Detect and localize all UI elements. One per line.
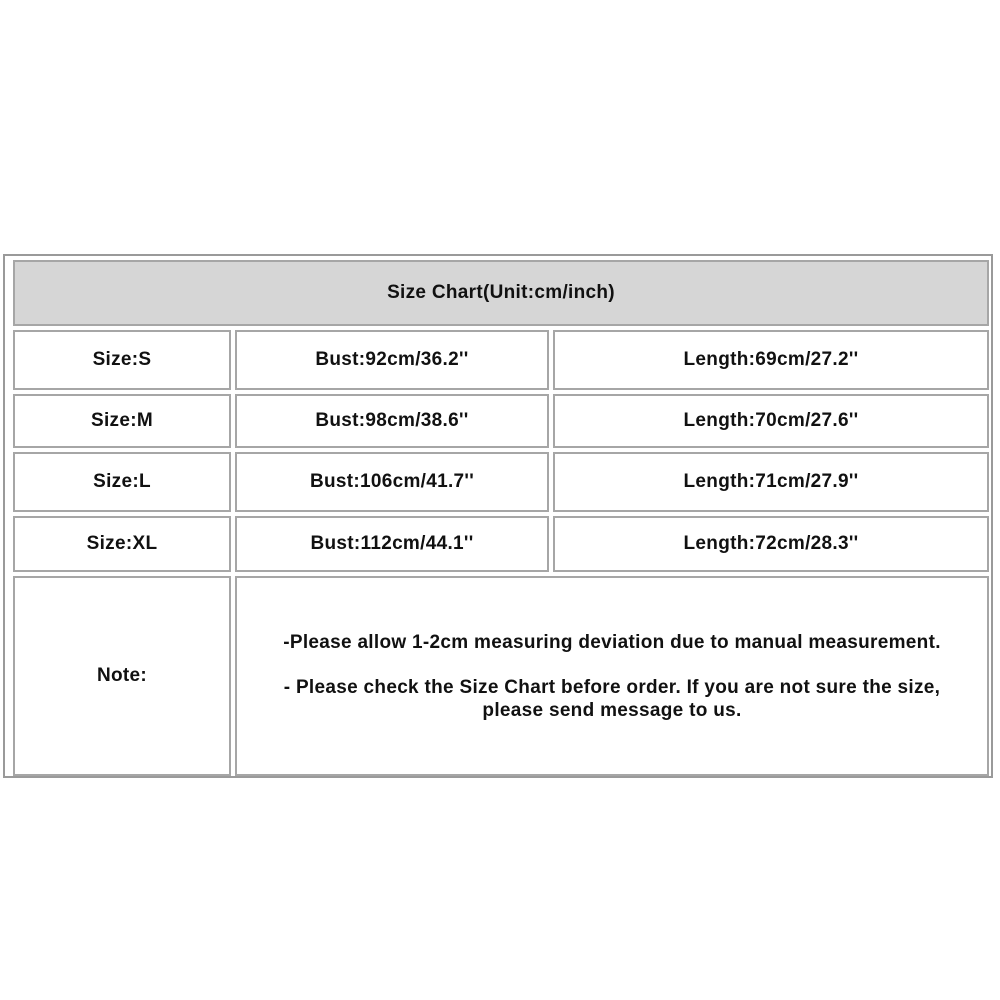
size-cell: Size:S [13,330,231,390]
note-line-deviation: -Please allow 1-2cm measuring deviation due to manual measurement. [283,631,941,653]
size-chart-table [3,254,993,778]
bust-cell: Bust:106cm/41.7'' [235,452,549,512]
length-cell: Length:72cm/28.3'' [553,516,989,572]
length-cell: Length:69cm/27.2'' [553,330,989,390]
size-cell: Size:L [13,452,231,512]
note-line-check-chart: - Please check the Size Chart before order. If you are not sure the size, please send message to us. [283,676,941,721]
size-cell: Size:M [13,394,231,448]
length-cell: Length:71cm/27.9'' [553,452,989,512]
note-label: Note: [13,576,231,776]
size-cell: Size:XL [13,516,231,572]
bust-cell: Bust:112cm/44.1'' [235,516,549,572]
bust-cell: Bust:92cm/36.2'' [235,330,549,390]
note-text [235,576,989,776]
bust-cell: Bust:98cm/38.6'' [235,394,549,448]
table-title: Size Chart(Unit:cm/inch) [13,260,989,326]
length-cell: Length:70cm/27.6'' [553,394,989,448]
